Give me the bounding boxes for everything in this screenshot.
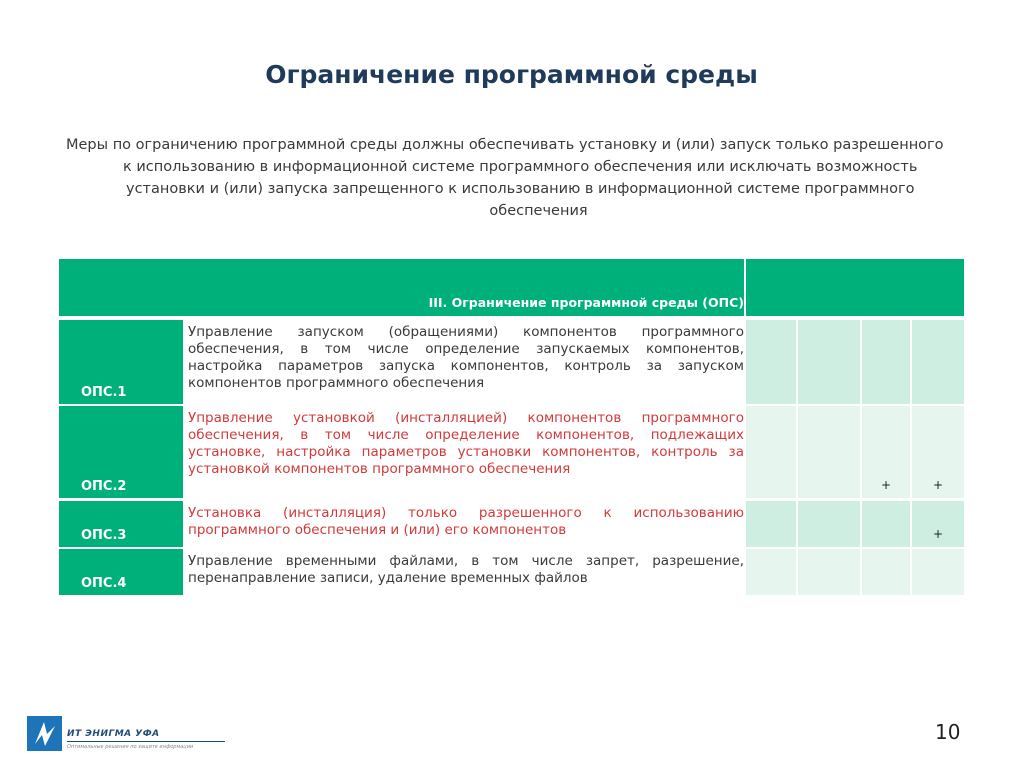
row-cell bbox=[746, 549, 796, 595]
row-description: Управление временными файлами, в том числе запрет, разрешение, перенаправление записи, удаление временных файлов bbox=[186, 549, 744, 595]
intro-line-4: обеспечения bbox=[489, 203, 588, 219]
row-code: ОПС.2 bbox=[59, 406, 183, 498]
row-cell: + bbox=[912, 501, 964, 547]
row-code: ОПС.3 bbox=[59, 501, 183, 547]
company-logo bbox=[27, 716, 227, 756]
row-cell: + bbox=[912, 406, 964, 498]
row-cell: + bbox=[862, 406, 910, 498]
row-cell bbox=[798, 320, 860, 404]
row-code: ОПС.1 bbox=[59, 320, 183, 404]
logo-divider bbox=[67, 741, 225, 742]
row-description: Управление установкой (инсталляцией) компонентов программного обеспечения, в том числе определение компонентов, подлежащих установке, настройка параметров установки компонентов, контроль за установкой компонентов программного обеспечения bbox=[186, 406, 744, 498]
slide-title: Ограничение программной среды bbox=[265, 60, 758, 89]
row-code: ОПС.4 bbox=[59, 549, 183, 595]
row-cell bbox=[862, 549, 910, 595]
row-cell bbox=[798, 406, 860, 498]
row-cell bbox=[798, 549, 860, 595]
logo-brand: ИТ ЭНИГМА УФА bbox=[67, 729, 160, 739]
row-cell bbox=[746, 406, 796, 498]
row-cell bbox=[912, 320, 964, 404]
intro-paragraph bbox=[66, 134, 971, 222]
logo-mark-icon bbox=[27, 716, 62, 751]
intro-line-1: Меры по ограничению программной среды должны обеспечивать установку и (или) запуск только разрешенного bbox=[66, 137, 944, 153]
row-description: Установка (инсталляция) только разрешенного к использованию программного обеспечения и (или) его компонентов bbox=[186, 501, 744, 547]
row-cell bbox=[862, 501, 910, 547]
intro-line-3: установки и (или) запуска запрещенного к использованию в информационной системе программного bbox=[126, 181, 915, 197]
row-cell bbox=[798, 501, 860, 547]
row-cell bbox=[746, 320, 796, 404]
row-cell bbox=[746, 501, 796, 547]
logo-tagline: Оптимальные решения по защите информации bbox=[67, 744, 194, 750]
header-divider bbox=[744, 259, 746, 316]
row-description: Управление запуском (обращениями) компонентов программного обеспечения, в том числе определение запускаемых компонентов, настройка параметров запуска компонентов, контроль за запуском компонентов программного обеспечения bbox=[186, 320, 744, 404]
measures-table bbox=[59, 259, 964, 595]
table-row bbox=[59, 501, 964, 547]
row-cell bbox=[912, 549, 964, 595]
table-header bbox=[59, 259, 964, 316]
row-cell bbox=[862, 320, 910, 404]
intro-line-2: к использованию в информационной системе программного обеспечения или исключать возможность bbox=[123, 159, 918, 175]
page-number: 10 bbox=[935, 720, 961, 744]
table-row bbox=[59, 549, 964, 595]
table-row bbox=[59, 320, 964, 404]
table-row bbox=[59, 406, 964, 498]
table-header-title: III. Ограничение программной среды (ОПС) bbox=[428, 295, 744, 310]
